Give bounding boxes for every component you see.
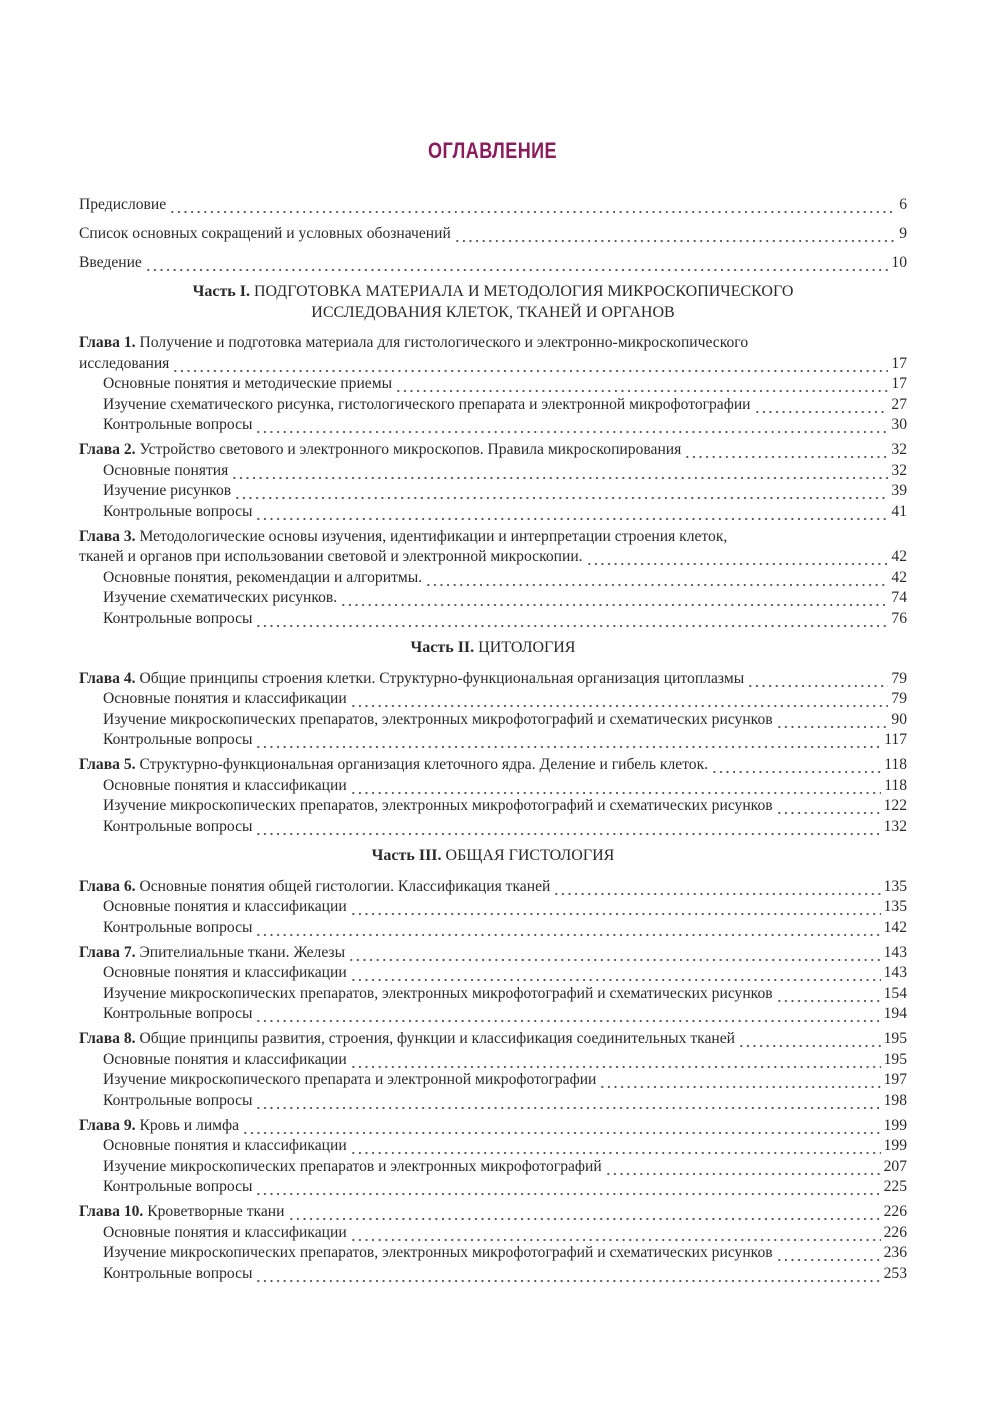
section-entry[interactable] <box>79 568 907 589</box>
dot-leader <box>350 1136 881 1157</box>
chapter-number: Глава 4. <box>79 669 136 687</box>
chapter-group <box>79 1202 907 1284</box>
chapter-number: Глава 10. <box>79 1203 144 1220</box>
dot-leader <box>234 481 888 502</box>
section-entry-label <box>103 1070 596 1091</box>
section-entry[interactable] <box>79 1136 907 1157</box>
page-number: 32 <box>891 441 907 458</box>
section-entry[interactable] <box>79 502 907 523</box>
section-entry-label <box>103 502 252 523</box>
dot-leader <box>553 877 880 898</box>
page-number: 6 <box>899 195 907 213</box>
page-number: 10 <box>891 253 907 271</box>
section-entry-label <box>103 897 347 918</box>
chapter-number: Глава 2. <box>79 441 136 458</box>
chapter-group <box>79 669 907 751</box>
section-entry-label <box>103 1091 252 1112</box>
section-entry-label <box>103 689 347 710</box>
chapter-title: Общие принципы развития, строения, функции и классификация соединительных тканей <box>139 1030 736 1047</box>
page-number: 142 <box>883 918 907 936</box>
page-number: 118 <box>884 776 907 794</box>
page-number: 143 <box>883 964 907 981</box>
section-entry[interactable] <box>79 481 907 502</box>
dot-leader <box>172 354 888 375</box>
page-number: 143 <box>883 943 907 961</box>
chapter-number: Глава 5. <box>79 756 136 773</box>
dot-leader <box>776 710 889 731</box>
section-title: Основные понятия и классификации <box>103 1223 347 1241</box>
page-number: 207 <box>883 1157 907 1175</box>
section-title: Изучение микроскопических препаратов и электронных микрофотографий <box>103 1157 602 1175</box>
dot-leader <box>776 1243 881 1264</box>
dot-leader <box>754 395 889 416</box>
page-number: 42 <box>891 568 907 586</box>
chapter-entry[interactable] <box>79 877 907 898</box>
chapter-entry[interactable] <box>79 354 907 375</box>
chapter-group <box>79 1116 907 1198</box>
section-entry[interactable] <box>79 1070 907 1091</box>
section-entry[interactable] <box>79 796 907 817</box>
page-number: 253 <box>883 1264 907 1282</box>
section-title: Изучение микроскопических препаратов, электронных микрофотографий и схематических рисунков <box>103 1244 773 1261</box>
chapter-title-line[interactable] <box>79 333 907 354</box>
chapter-group <box>79 333 907 436</box>
dot-leader <box>169 195 896 216</box>
section-title: Изучение микроскопических препаратов, электронных микрофотографий и схематических рисунков <box>103 797 773 814</box>
dot-leader <box>255 1004 880 1025</box>
section-title: Изучение рисунков <box>103 482 232 499</box>
page-number: 76 <box>891 609 907 627</box>
section-title: Изучение микроскопических препаратов, электронных микрофотографий и схематических рисунков <box>103 984 773 1002</box>
part-title: ИССЛЕДОВАНИЯ КЛЕТОК, ТКАНЕЙ И ОРГАНОВ <box>311 303 675 321</box>
dot-leader <box>684 440 888 461</box>
page-title: ОГЛАВЛЕНИЕ <box>428 138 557 163</box>
chapter-entry-label <box>79 1029 735 1050</box>
chapter-entry[interactable] <box>79 1116 907 1137</box>
page-number: 27 <box>891 395 907 413</box>
section-entry[interactable] <box>79 984 907 1005</box>
page-number: 135 <box>883 898 907 915</box>
section-entry[interactable] <box>79 1223 907 1244</box>
chapter-title: Кроветворные ткани <box>147 1203 285 1220</box>
chapter-group <box>79 440 907 522</box>
chapter-entry-label <box>79 1116 239 1137</box>
dot-leader <box>255 502 888 523</box>
dot-leader <box>586 547 889 568</box>
section-title: Основные понятия и классификации <box>103 776 347 794</box>
section-entry[interactable] <box>79 1157 907 1178</box>
part-heading <box>79 846 907 867</box>
chapter-entry[interactable] <box>79 669 907 690</box>
dot-leader <box>776 796 881 817</box>
part-title: ПОДГОТОВКА МАТЕРИАЛА И МЕТОДОЛОГИЯ МИКРОСКОПИЧЕСКОГО <box>253 283 794 300</box>
chapter-title: Эпителиальные ткани. Железы <box>139 943 346 961</box>
section-title: Основные понятия и классификации <box>103 964 347 981</box>
page-number: 79 <box>891 669 907 687</box>
section-entry-label <box>103 1223 347 1244</box>
section-entry-label <box>103 1264 252 1285</box>
section-entry[interactable] <box>79 588 907 609</box>
dot-leader <box>350 776 882 797</box>
part-prefix: Часть I. <box>192 283 250 300</box>
chapter-title: Общие принципы строения клетки. Структурно-функциональная организация цитоплазмы <box>139 669 745 687</box>
dot-leader <box>350 1050 881 1071</box>
part-heading <box>79 282 907 323</box>
chapter-title: исследования <box>79 354 170 372</box>
chapter-number: Глава 7. <box>79 943 136 961</box>
chapter-title: Кровь и лимфа <box>139 1116 240 1134</box>
section-entry-label <box>103 710 773 731</box>
page-number: 42 <box>891 548 907 565</box>
dot-leader <box>350 1223 881 1244</box>
section-entry-label <box>103 609 252 630</box>
section-title: Изучение схематических рисунков. <box>103 589 338 606</box>
section-title: Контрольные вопросы <box>103 817 253 835</box>
page-number: 199 <box>883 1137 907 1154</box>
section-title: Основные понятия и классификации <box>103 898 347 915</box>
chapter-number: Глава 6. <box>79 877 136 895</box>
section-entry-label <box>103 918 252 939</box>
dot-leader <box>711 755 881 776</box>
page-number: 79 <box>891 690 907 707</box>
section-entry[interactable] <box>79 689 907 710</box>
part-heading-line <box>79 846 907 867</box>
section-title: Контрольные вопросы <box>103 1178 253 1195</box>
section-entry-label <box>103 588 337 609</box>
section-entry[interactable] <box>79 1177 907 1198</box>
section-title: Контрольные вопросы <box>103 502 253 520</box>
page-number: 132 <box>883 817 907 835</box>
chapter-entry[interactable] <box>79 440 907 461</box>
section-entry-label <box>103 1050 347 1071</box>
section-entry-label <box>103 374 392 395</box>
chapter-entry-label <box>79 354 169 375</box>
section-entry[interactable] <box>79 730 907 751</box>
part-heading-line <box>79 638 907 659</box>
page-number: 117 <box>884 731 907 748</box>
dot-leader <box>255 1264 880 1285</box>
page-number: 198 <box>883 1091 907 1109</box>
section-entry[interactable] <box>79 374 907 395</box>
page-number: 30 <box>891 416 907 433</box>
section-title: Контрольные вопросы <box>103 1264 253 1282</box>
page-number: 236 <box>883 1244 907 1261</box>
dot-leader <box>425 568 888 589</box>
chapter-number: Глава 3. <box>79 527 136 545</box>
page-number: 74 <box>891 589 907 606</box>
section-title: Основные понятия и классификации <box>103 690 347 707</box>
chapter-title: Методологические основы изучения, идентификации и интерпретации строения клеток, <box>139 527 728 545</box>
chapter-entry-label <box>79 440 681 461</box>
chapter-number: Глава 8. <box>79 1030 136 1047</box>
dot-leader <box>255 1177 880 1198</box>
section-entry-label <box>103 395 751 416</box>
chapter-entry[interactable] <box>79 1029 907 1050</box>
part-title: ЦИТОЛОГИЯ <box>478 639 576 656</box>
chapter-entry-label <box>79 1202 285 1223</box>
page-number: 226 <box>883 1223 907 1241</box>
page-number: 39 <box>891 482 907 499</box>
page-number: 9 <box>899 224 907 242</box>
section-entry-label <box>103 1177 252 1198</box>
dot-leader <box>255 817 880 838</box>
section-entry[interactable] <box>79 897 907 918</box>
page-number: 197 <box>883 1071 907 1088</box>
section-entry[interactable] <box>79 461 907 482</box>
section-title: Изучение микроскопического препарата и электронной микрофотографии <box>103 1071 597 1088</box>
page-number: 135 <box>883 877 907 895</box>
toc-entry[interactable] <box>79 186 907 215</box>
dot-leader <box>776 984 881 1005</box>
dot-leader <box>288 1202 881 1223</box>
dot-leader <box>255 918 880 939</box>
dot-leader <box>350 963 881 984</box>
section-entry-label <box>103 1243 773 1264</box>
page-number: 122 <box>883 797 907 814</box>
page-number: 17 <box>891 354 907 372</box>
entry-title: Список основных сокращений и условных обозначений <box>79 224 451 242</box>
section-entry[interactable] <box>79 1091 907 1112</box>
page-number: 154 <box>883 984 907 1002</box>
section-entry[interactable] <box>79 817 907 838</box>
section-entry-label <box>103 568 422 589</box>
page-number: 195 <box>883 1050 907 1068</box>
table-of-contents <box>79 186 907 1284</box>
section-entry[interactable] <box>79 1243 907 1264</box>
toc-entry[interactable] <box>79 215 907 244</box>
entry-title: Введение <box>79 253 142 271</box>
section-title: Контрольные вопросы <box>103 1005 253 1022</box>
page-number: 41 <box>891 502 907 520</box>
section-title: Основные понятия, рекомендации и алгоритмы. <box>103 568 423 586</box>
chapter-group <box>79 527 907 630</box>
section-entry-label <box>103 776 347 797</box>
part-heading <box>79 638 907 659</box>
section-title: Основные понятия и классификации <box>103 1137 347 1154</box>
dot-leader <box>605 1157 881 1178</box>
dot-leader <box>255 609 888 630</box>
dot-leader <box>242 1116 881 1137</box>
section-entry-label <box>103 461 228 482</box>
section-entry[interactable] <box>79 395 907 416</box>
toc-entry-label <box>79 224 451 245</box>
section-title: Изучение микроскопических препаратов, электронных микрофотографий и схематических рисунков <box>103 710 773 728</box>
chapter-entry-label <box>79 877 550 898</box>
section-entry[interactable] <box>79 415 907 436</box>
section-title: Основные понятия и методические приемы <box>103 375 393 392</box>
dot-leader <box>599 1070 880 1091</box>
dot-leader <box>395 374 888 395</box>
section-title: Контрольные вопросы <box>103 609 253 627</box>
page-number: 195 <box>883 1030 907 1047</box>
page-number: 17 <box>891 375 907 392</box>
section-title: Основные понятия <box>103 461 229 479</box>
section-title: Контрольные вопросы <box>103 1091 253 1109</box>
section-entry[interactable] <box>79 963 907 984</box>
dot-leader <box>348 943 881 964</box>
section-entry[interactable] <box>79 918 907 939</box>
section-entry-label <box>103 984 773 1005</box>
chapter-title: Устройство светового и электронного микроскопов. Правила микроскопирования <box>139 441 682 458</box>
chapter-entry-label <box>79 669 744 690</box>
part-prefix: Часть III. <box>371 847 442 864</box>
chapter-title: Структурно-функциональная организация клеточного ядра. Деление и гибель клеток. <box>139 756 709 773</box>
entry-title: Предисловие <box>79 195 167 213</box>
dot-leader <box>255 1091 880 1112</box>
section-title: Контрольные вопросы <box>103 731 253 748</box>
chapter-title: тканей и органов при использовании световой и электронной микроскопии. <box>79 548 583 565</box>
chapter-title-line[interactable] <box>79 527 907 548</box>
section-entry-label <box>103 963 347 984</box>
chapter-group <box>79 877 907 939</box>
section-entry[interactable] <box>79 609 907 630</box>
dot-leader <box>145 253 889 274</box>
dot-leader <box>454 224 896 245</box>
toc-entry-label <box>79 195 166 216</box>
chapter-entry[interactable] <box>79 755 907 776</box>
section-title: Контрольные вопросы <box>103 918 253 936</box>
part-title: ОБЩАЯ ГИСТОЛОГИЯ <box>445 847 615 864</box>
chapter-number: Глава 1. <box>79 334 136 351</box>
dot-leader <box>255 730 881 751</box>
page-number: 32 <box>891 461 907 479</box>
chapter-entry[interactable] <box>79 1202 907 1223</box>
section-entry[interactable] <box>79 1050 907 1071</box>
chapter-title: Основные понятия общей гистологии. Классификация тканей <box>139 877 551 895</box>
chapter-title: Получение и подготовка материала для гистологического и электронно-микроскопического <box>139 334 749 351</box>
section-entry-label <box>103 1136 347 1157</box>
chapter-group <box>79 1029 907 1111</box>
page-number: 194 <box>883 1005 907 1022</box>
page-number: 199 <box>883 1116 907 1134</box>
chapter-number: Глава 9. <box>79 1116 136 1134</box>
toc-entry[interactable] <box>79 244 907 273</box>
section-entry[interactable] <box>79 1264 907 1285</box>
section-entry[interactable] <box>79 776 907 797</box>
page-number: 226 <box>883 1203 907 1220</box>
dot-leader <box>340 588 888 609</box>
part-heading-line <box>79 282 907 303</box>
chapter-entry-label <box>79 755 708 776</box>
section-entry-label <box>103 481 231 502</box>
dot-leader <box>350 897 881 918</box>
dot-leader <box>738 1029 881 1050</box>
section-entry-label <box>103 817 252 838</box>
part-heading-line <box>79 303 907 324</box>
chapter-group <box>79 755 907 837</box>
page-number: 90 <box>891 710 907 728</box>
section-entry-label <box>103 415 252 436</box>
section-entry-label <box>103 796 773 817</box>
chapter-entry[interactable] <box>79 547 907 568</box>
section-entry-label <box>103 1157 602 1178</box>
section-title: Основные понятия и классификации <box>103 1050 347 1068</box>
section-entry-label <box>103 730 252 751</box>
part-prefix: Часть II. <box>410 639 475 656</box>
section-entry[interactable] <box>79 1004 907 1025</box>
section-entry-label <box>103 1004 252 1025</box>
dot-leader <box>231 461 888 482</box>
dot-leader <box>350 689 889 710</box>
section-title: Контрольные вопросы <box>103 416 253 433</box>
chapter-entry-label <box>79 547 583 568</box>
section-entry[interactable] <box>79 710 907 731</box>
section-title: Изучение схематического рисунка, гистологического препарата и электронной микрофотографии <box>103 395 751 413</box>
chapter-group <box>79 943 907 1025</box>
dot-leader <box>255 415 888 436</box>
page-number: 225 <box>883 1178 907 1195</box>
chapter-entry-label <box>79 943 345 964</box>
dot-leader <box>747 669 888 690</box>
page-number: 118 <box>884 756 907 773</box>
toc-entry-label <box>79 253 142 274</box>
chapter-entry[interactable] <box>79 943 907 964</box>
